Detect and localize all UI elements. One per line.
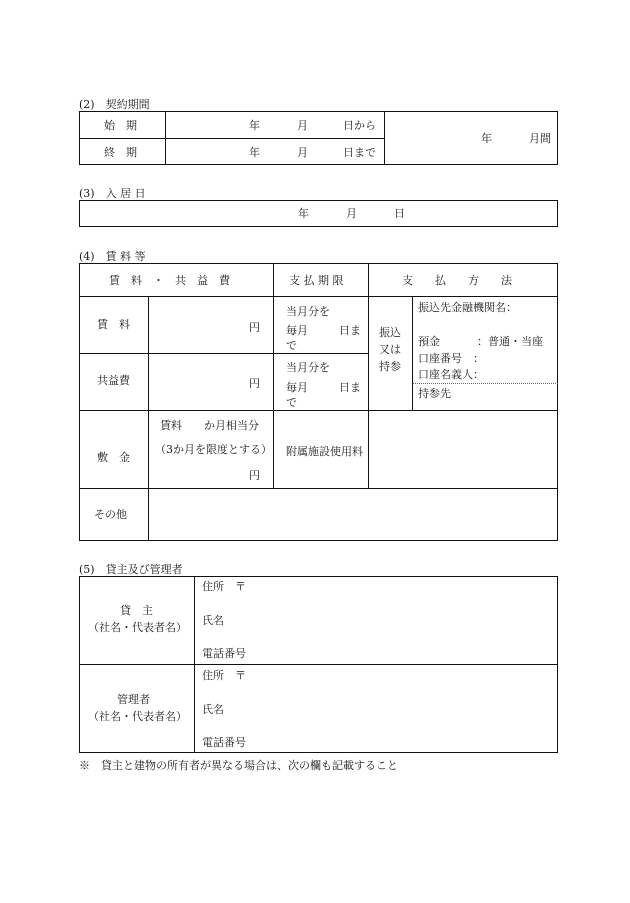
shikikin-line1: 賃料 か月相当分 bbox=[160, 419, 259, 432]
table-line bbox=[79, 488, 558, 489]
start-day-from: 日から bbox=[343, 119, 376, 132]
start-month: 月 bbox=[297, 119, 308, 132]
manager-address: 住所 〒 bbox=[202, 669, 246, 682]
fee-label: 共益費 bbox=[97, 374, 130, 387]
method-transfer-2: 又は bbox=[379, 343, 401, 356]
other-label: その他 bbox=[94, 508, 127, 521]
table-line bbox=[368, 263, 369, 488]
table-line bbox=[79, 353, 368, 354]
table-line bbox=[273, 263, 274, 488]
move-in-day: 日 bbox=[394, 207, 405, 220]
method-transfer-3: 持参 bbox=[379, 360, 401, 373]
facility-fee: 附属施設使用料 bbox=[286, 445, 363, 458]
manager-name: 氏名 bbox=[202, 703, 224, 716]
shikikin-label: 敷 金 bbox=[97, 451, 130, 464]
shikikin-line2: （3か月を限度とする） bbox=[155, 443, 272, 456]
shikikin-yen: 円 bbox=[249, 469, 260, 482]
fee-day: 日ま bbox=[339, 381, 361, 394]
lessor-label: 貸 主 bbox=[120, 604, 153, 617]
lessor-phone: 電話番号 bbox=[202, 647, 246, 660]
manager-phone: 電話番号 bbox=[202, 736, 246, 749]
table-line bbox=[165, 111, 166, 165]
table-line bbox=[412, 296, 413, 410]
rent-day: 日ま bbox=[339, 324, 361, 337]
table-line bbox=[194, 576, 195, 753]
bank-name: 振込先金融機関名： bbox=[418, 301, 517, 314]
fee-yen: 円 bbox=[249, 377, 260, 390]
manager-label: 管理者 bbox=[117, 693, 150, 706]
fee-every-month: 毎月 bbox=[286, 381, 308, 394]
rent-every-month: 毎月 bbox=[286, 324, 308, 337]
account-number: 口座番号 ： bbox=[418, 352, 484, 365]
rent-de: で bbox=[286, 339, 297, 352]
rent-current-month: 当月分を bbox=[286, 305, 330, 318]
table-line bbox=[79, 138, 384, 139]
end-label: 終 期 bbox=[104, 146, 137, 159]
header-method: 支 払 方 法 bbox=[402, 274, 512, 287]
move-in-date-box bbox=[79, 200, 558, 227]
owner-note: ※ 貸主と建物の所有者が異なる場合は、次の欄も記載すること bbox=[79, 759, 398, 772]
span-year: 年 bbox=[481, 132, 492, 145]
lessor-address: 住所 〒 bbox=[202, 580, 246, 593]
section-4-title: (4) 賃 料 等 bbox=[79, 250, 146, 263]
section-2-title: (2) 契約期間 bbox=[79, 98, 150, 111]
manager-company-rep: （社名・代表者名） bbox=[88, 710, 187, 723]
move-in-month: 月 bbox=[346, 207, 357, 220]
section-5-title: (5) 貸主及び管理者 bbox=[79, 563, 183, 576]
table-line bbox=[79, 664, 558, 665]
table-line bbox=[384, 111, 385, 165]
bring-to: 持参先 bbox=[418, 387, 451, 400]
lessor-name: 氏名 bbox=[202, 614, 224, 627]
start-year: 年 bbox=[249, 119, 260, 132]
deposit: 預金 bbox=[418, 335, 440, 348]
lessor-company-rep: （社名・代表者名） bbox=[88, 621, 187, 634]
move-in-year: 年 bbox=[298, 207, 309, 220]
account-holder: 口座名義人： bbox=[418, 368, 484, 381]
span-month: 月間 bbox=[529, 132, 551, 145]
end-month: 月 bbox=[297, 146, 308, 159]
rent-label: 賃 料 bbox=[97, 318, 130, 331]
header-rent: 賃 料 ・ 共 益 費 bbox=[109, 274, 230, 287]
table-line bbox=[148, 296, 149, 541]
table-line bbox=[79, 296, 558, 297]
end-day-to: 日まで bbox=[343, 146, 376, 159]
deposit-types: ：普通・当座 bbox=[477, 335, 543, 348]
fee-de: で bbox=[286, 396, 297, 409]
fee-current-month: 当月分を bbox=[286, 361, 330, 374]
section-3-title: (3) 入 居 日 bbox=[79, 187, 146, 200]
table-line bbox=[79, 410, 558, 411]
method-transfer-1: 振込 bbox=[379, 326, 401, 339]
end-year: 年 bbox=[249, 146, 260, 159]
table-line-dotted bbox=[412, 383, 558, 384]
header-due: 支 払 期 限 bbox=[289, 274, 344, 287]
rent-yen: 円 bbox=[249, 321, 260, 334]
start-label: 始 期 bbox=[104, 119, 137, 132]
